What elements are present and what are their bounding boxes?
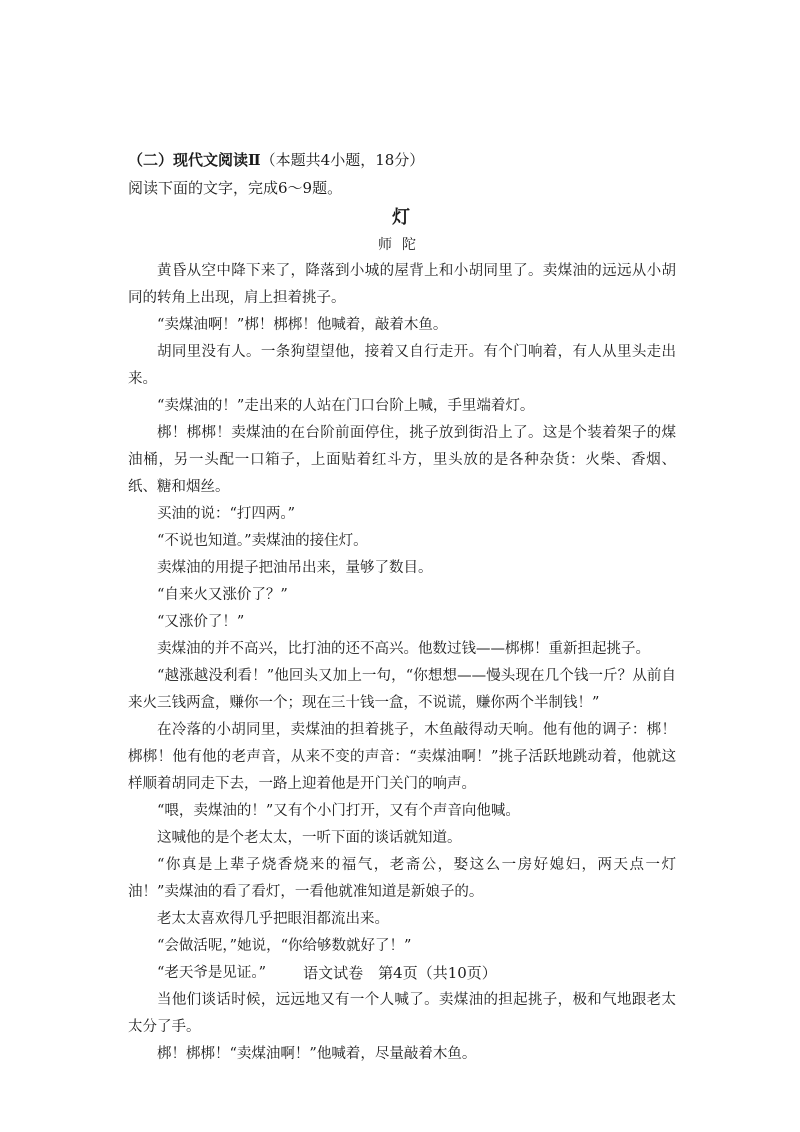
- article-author: 师陀: [378, 237, 426, 253]
- article-paragraph: “越涨越没利看！”他回头又加上一句，“你想想——慢头现在几个钱一斤？从前自来火三钱两盒，赚你一个；现在三十钱一盒，不说谎，赚你两个半制钱！”: [128, 668, 676, 711]
- article-paragraph: “你真是上辈子烧香烧来的福气，老斋公，娶这么一房好媳妇，两天点一灯油！”卖煤油的看了看灯，一看他就准知道是新娘子的。: [128, 857, 676, 900]
- article-paragraph: “自来火又涨价了？”: [157, 587, 288, 603]
- article-paragraph: 胡同里没有人。一条狗望望他，接着又自行走开。有个门响着，有人从里头走出来。: [128, 344, 676, 387]
- article-paragraph: 在冷落的小胡同里，卖煤油的担着挑子，木鱼敲得动天响。他有他的调子：梆！梆梆！他有他的老声音，从来不变的声音：“卖煤油啊！”挑子活跃地跳动着，他就这样顺着胡同走下去，一路上迎着他是开门关门的响声。: [128, 722, 676, 792]
- section-heading-score: （本题共4小题，18分）: [260, 151, 425, 169]
- article-paragraph: “卖煤油的！”走出来的人站在门口台阶上喊，手里端着灯。: [157, 398, 535, 414]
- article-paragraph: “不说也知道。”卖煤油的接住灯。: [157, 533, 368, 549]
- article-paragraph: 卖煤油的用提子把油吊出来，量够了数目。: [157, 560, 433, 576]
- article-paragraph: 当他们谈话时候，远远地又有一个人喊了。卖煤油的担起挑子，极和气地跟老太太分了手。: [128, 992, 676, 1035]
- article-paragraph: 梆！梆梆！“卖煤油啊！”他喊着，尽量敲着木鱼。: [157, 1046, 477, 1062]
- article-paragraph: “会做活呢，”她说，“你给够数就好了！”: [157, 938, 412, 954]
- article-body: [128, 258, 676, 1068]
- article-paragraph: 老太太喜欢得几乎把眼泪都流出来。: [157, 911, 389, 927]
- section-heading: [128, 148, 676, 172]
- article-paragraph: “喂，卖煤油的！”又有个小门打开，又有个声音向他喊。: [157, 803, 520, 819]
- reading-instruction: 阅读下面的文字，完成6～9题。: [128, 179, 343, 197]
- page-footer: 语文试卷 第4页（共10页）: [303, 964, 497, 982]
- section-heading-bold: （二）现代文阅读Ⅱ: [128, 151, 261, 169]
- article-paragraph: “老天爷是见证。”: [157, 965, 267, 981]
- article-paragraph: 黄昏从空中降下来了，降落到小城的屋背上和小胡同里了。卖煤油的远远从小胡同的转角上出现，肩上担着挑子。: [128, 263, 676, 306]
- article-title: 灯: [392, 207, 412, 228]
- article-paragraph: 买油的说：“打四两。”: [157, 506, 296, 522]
- article-paragraph: 卖煤油的并不高兴，比打油的还不高兴。他数过钱——梆梆！重新担起挑子。: [157, 641, 650, 657]
- article-paragraph: 梆！梆梆！卖煤油的在台阶前面停住，挑子放到街沿上了。这是个装着架子的煤油桶，另一头配一口箱子，上面贴着红斗方，里头放的是各种杂货：火柴、香烟、纸、糖和烟丝。: [128, 425, 676, 495]
- article-paragraph: “又涨价了！”: [157, 614, 245, 630]
- article-paragraph: “卖煤油啊！”梆！梆梆！他喊着，敲着木鱼。: [157, 317, 448, 333]
- article-paragraph: 这喊他的是个老太太，一听下面的谈话就知道。: [157, 830, 462, 846]
- reading-section: [128, 148, 676, 1068]
